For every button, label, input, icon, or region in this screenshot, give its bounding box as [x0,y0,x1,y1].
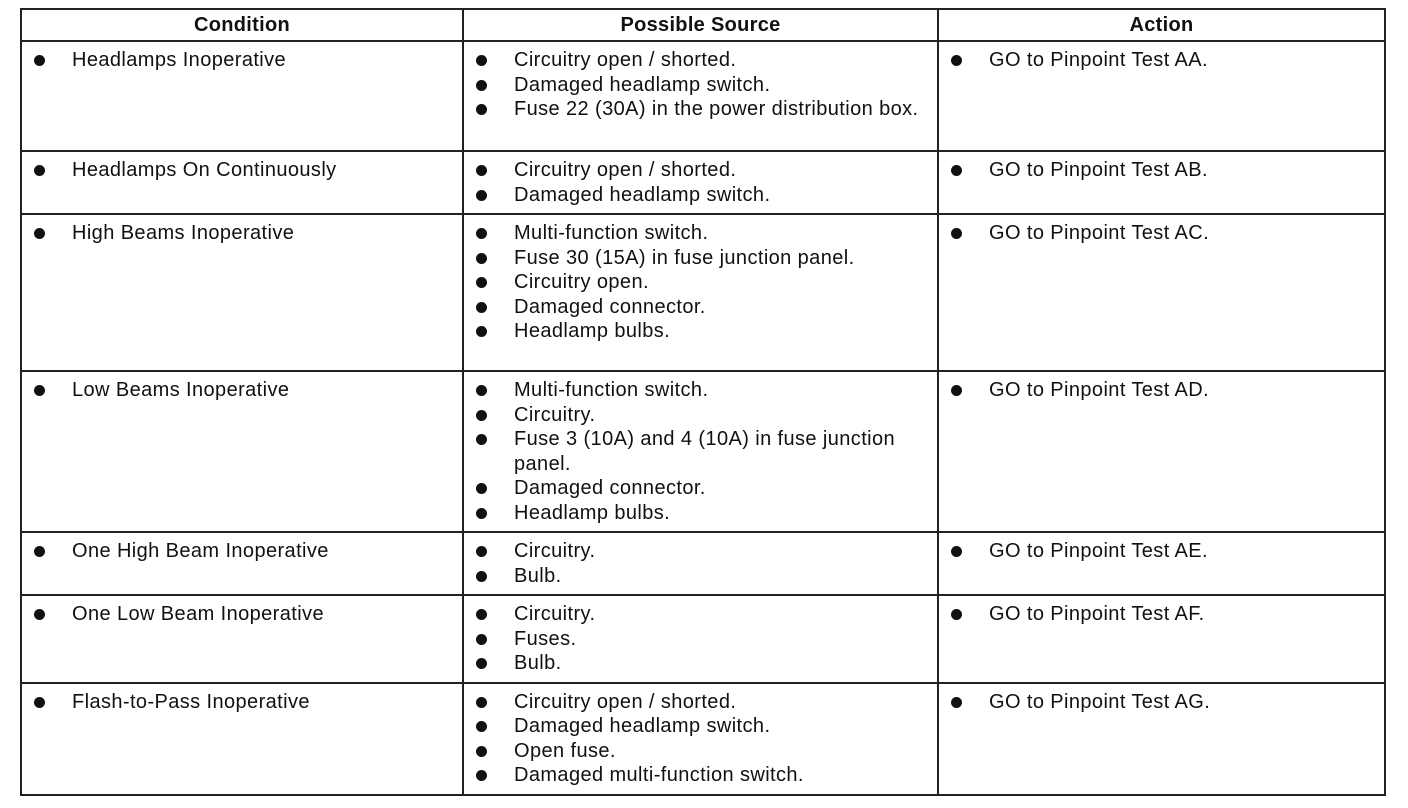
action-cell [938,532,1385,595]
condition-cell [21,595,463,683]
action-cell [938,151,1385,214]
source-item: Circuitry. [474,539,927,564]
table-row [21,595,1385,683]
table-row [21,371,1385,532]
condition-text: Headlamps Inoperative [32,48,452,73]
condition-cell [21,214,463,371]
source-item: Damaged headlamp switch. [474,714,927,739]
condition-text: High Beams Inoperative [32,221,452,246]
source-item: Damaged headlamp switch. [474,73,927,98]
condition-cell [21,371,463,532]
action-text: GO to Pinpoint Test AA. [949,48,1374,73]
table-row [21,41,1385,151]
table-row [21,683,1385,795]
action-cell [938,214,1385,371]
source-cell [463,595,938,683]
source-item: Damaged connector. [474,476,927,501]
condition-cell [21,683,463,795]
action-text: GO to Pinpoint Test AE. [949,539,1374,564]
source-item: Headlamp bulbs. [474,501,927,526]
action-text: GO to Pinpoint Test AB. [949,158,1374,183]
source-cell [463,371,938,532]
source-item: Multi-function switch. [474,221,927,246]
source-item: Circuitry open. [474,270,927,295]
action-text: GO to Pinpoint Test AC. [949,221,1374,246]
condition-cell [21,532,463,595]
header-row [21,9,1385,41]
source-cell [463,683,938,795]
source-item: Damaged headlamp switch. [474,183,927,208]
source-item: Fuse 22 (30A) in the power distribution box. [474,97,927,122]
condition-text: One High Beam Inoperative [32,539,452,564]
source-item: Damaged multi-function switch. [474,763,927,788]
source-cell [463,532,938,595]
source-cell [463,151,938,214]
source-item: Open fuse. [474,739,927,764]
header-possible-source: Possible Source [463,9,938,41]
condition-cell [21,151,463,214]
action-text: GO to Pinpoint Test AD. [949,378,1374,403]
condition-text: Flash-to-Pass Inoperative [32,690,452,715]
action-cell [938,371,1385,532]
condition-text: Headlamps On Continuously [32,158,452,183]
source-item: Bulb. [474,564,927,589]
source-item: Circuitry. [474,403,927,428]
source-item: Fuse 3 (10A) and 4 (10A) in fuse junction panel. [474,427,927,476]
condition-cell [21,41,463,151]
table-row [21,151,1385,214]
source-item: Multi-function switch. [474,378,927,403]
source-cell [463,214,938,371]
source-item: Circuitry. [474,602,927,627]
symptom-chart-table [20,8,1386,796]
condition-text: One Low Beam Inoperative [32,602,452,627]
action-text: GO to Pinpoint Test AG. [949,690,1374,715]
action-cell [938,595,1385,683]
table-row [21,532,1385,595]
source-item: Fuse 30 (15A) in fuse junction panel. [474,246,927,271]
action-text: GO to Pinpoint Test AF. [949,602,1374,627]
condition-text: Low Beams Inoperative [32,378,452,403]
source-item: Damaged connector. [474,295,927,320]
table-row [21,214,1385,371]
source-item: Fuses. [474,627,927,652]
source-item: Circuitry open / shorted. [474,158,927,183]
source-item: Headlamp bulbs. [474,319,927,344]
header-condition: Condition [21,9,463,41]
source-item: Bulb. [474,651,927,676]
source-item: Circuitry open / shorted. [474,690,927,715]
header-action: Action [938,9,1385,41]
action-cell [938,683,1385,795]
source-item: Circuitry open / shorted. [474,48,927,73]
action-cell [938,41,1385,151]
source-cell [463,41,938,151]
